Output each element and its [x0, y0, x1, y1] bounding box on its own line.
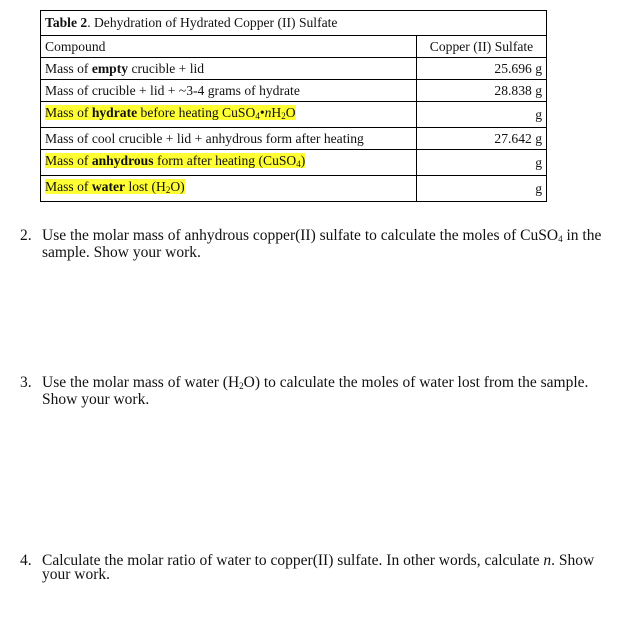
- row-value-crucible-hydrate: 28.838 g: [417, 80, 547, 102]
- row-value-cool-crucible: 27.642 g: [417, 128, 547, 150]
- table-row: [41, 176, 547, 202]
- row-value-water-lost: g: [417, 176, 547, 202]
- header-copper-sulfate: Copper (II) Sulfate: [417, 36, 547, 58]
- table-row: [41, 150, 547, 176]
- question-4-number: 4.: [20, 552, 32, 569]
- table-row: [41, 58, 547, 80]
- row-value-anhydrous-mass: g: [417, 150, 547, 176]
- table-row: [41, 80, 547, 102]
- row-label-crucible-hydrate: Mass of crucible + lid + ~3-4 grams of hydrate: [41, 80, 417, 102]
- row-label-cool-crucible: Mass of cool crucible + lid + anhydrous form after heating: [41, 128, 417, 150]
- dehydration-table: [40, 10, 547, 202]
- table-title: Table 2. Dehydration of Hydrated Copper (II) Sulfate: [41, 11, 547, 36]
- question-2-number: 2.: [20, 227, 32, 244]
- header-compound: Compound: [41, 36, 417, 58]
- question-2-text: Use the molar mass of anhydrous copper(II) sulfate to calculate the moles of CuSO$_4$ in the sample. Show your work.: [42, 227, 602, 261]
- table-row: [41, 128, 547, 150]
- row-value-hydrate-mass: g: [417, 102, 547, 128]
- row-label-hydrate-mass: Mass of hydrate before heating $CuSO_4•nH_2O$: [41, 102, 417, 128]
- table-header-row: [41, 36, 547, 58]
- row-label-empty-crucible: Mass of empty crucible + lid: [41, 58, 417, 80]
- row-value-empty-crucible: 25.696 g: [417, 58, 547, 80]
- table-title-row: [41, 11, 547, 36]
- row-label-anhydrous-mass: Mass of anhydrous form after heating (CuSO$_4$): [41, 150, 417, 176]
- question-4-text: Calculate the molar ratio of water to copper(II) sulfate. In other words, calculate n. Show your work.: [42, 552, 595, 583]
- row-label-water-lost: Mass of water lost $(H_2O)$: [41, 176, 417, 202]
- question-3-number: 3.: [20, 374, 32, 391]
- question-3-text: Use the molar mass of water $(H_2O)$ to calculate the moles of water lost from the sample. Show your work.: [42, 374, 589, 408]
- table-row: [41, 102, 547, 128]
